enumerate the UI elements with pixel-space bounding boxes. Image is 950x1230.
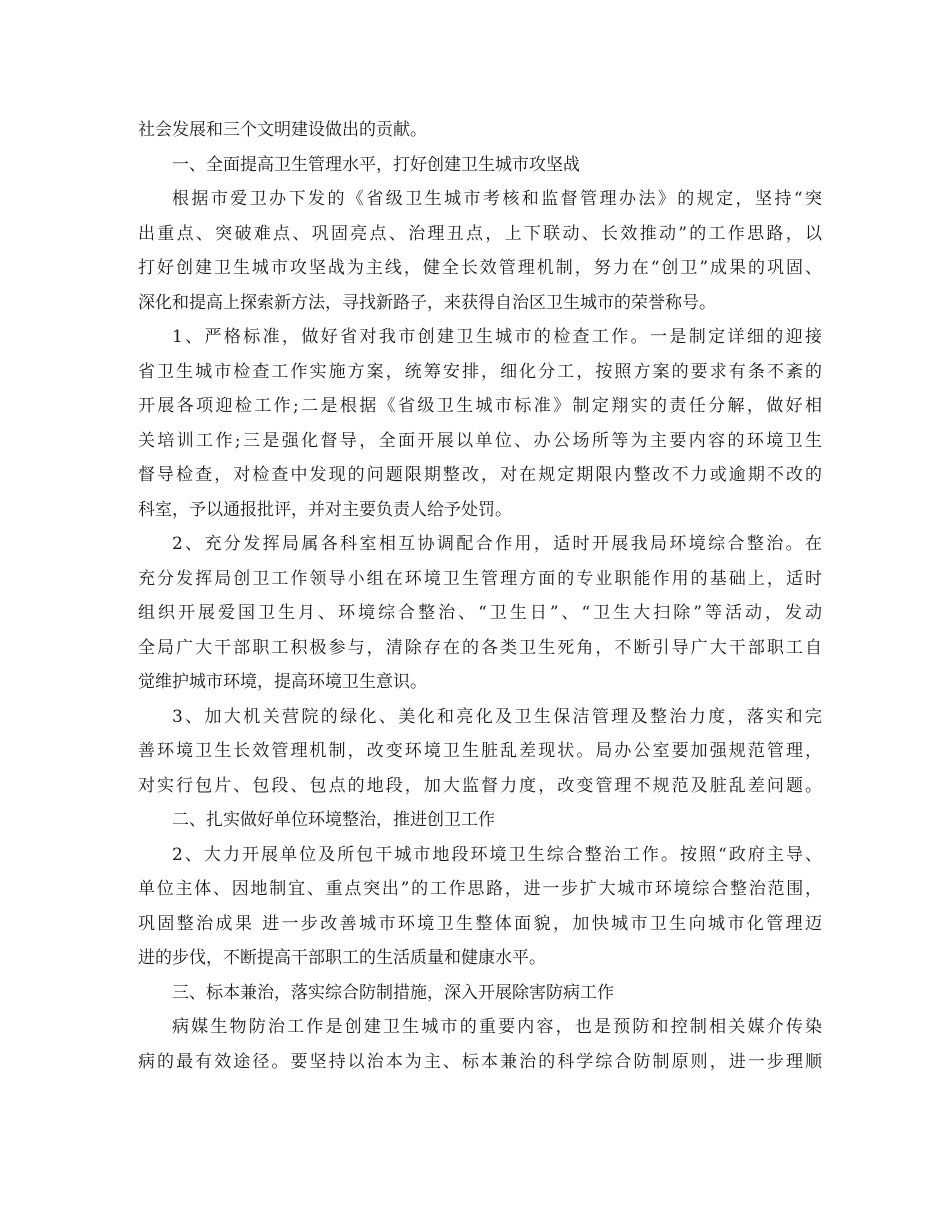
text-line: 一、全面提高卫生管理水平，打好创建卫生城市攻坚战 [172,154,580,175]
text-line: 科室，予以通报批评，并对主要负责人给予处罚。 [138,499,512,520]
text-line: 打好创建卫生城市攻坚战为主线，健全长效管理机制，努力在“创卫”成果的巩固、 [138,258,822,278]
text-line: 督导检查，对检查中发现的问题限期整改，对在规定期限内整改不力或逾期不改的 [138,465,822,485]
text-line: 深化和提高上探索新方法，寻找新路子，来获得自治区卫生城市的荣誉称号。 [138,292,716,313]
text-line: 1、严格标准，做好省对我市创建卫生城市的检查工作。一是制定详细的迎接 [172,327,822,347]
text-line: 三、标本兼治，落实综合防制措施，深入开展除害防病工作 [172,982,614,1003]
text-line: 觉维护城市环境，提高环境卫生意识。 [138,672,427,692]
text-line: 根据市爱卫办下发的《省级卫生城市考核和监督管理办法》的规定，坚持“突 [172,189,822,209]
text-line: 出重点、突破难点、巩固亮点、治理丑点，上下联动、长效推动”的工作思路，以 [138,223,822,244]
text-line: 单位主体、因地制宜、重点突出”的工作思路，进一步扩大城市环境综合整治范围， [138,879,822,899]
text-line: 进的步伐，不断提高干部职工的生活质量和健康水平。 [138,948,546,968]
text-line: 省卫生城市检查工作实施方案，统筹安排，细化分工，按照方案的要求有条不紊的 [138,361,822,382]
text-line: 2、大力开展单位及所包干城市地段环境卫生综合整治工作。按照“政府主导、 [172,844,822,865]
text-line: 病媒生物防治工作是创建卫生城市的重要内容，也是预防和控制相关媒介传染 [172,1017,822,1037]
text-line: 充分发挥局创卫工作领导小组在环境卫生管理方面的专业职能作用的基础上，适时 [138,568,822,589]
text-line: 社会发展和三个文明建设做出的贡献。 [138,120,427,140]
text-line: 3、加大机关营院的绿化、美化和亮化及卫生保洁管理及整治力度，落实和完 [172,706,822,727]
text-line: 2、充分发挥局属各科室相互协调配合作用，适时开展我局环境综合整治。在 [172,534,822,554]
document-body [138,113,822,1079]
text-line: 关培训工作;三是强化督导，全面开展以单位、办公场所等为主要内容的环境卫生 [138,430,822,451]
text-line: 开展各项迎检工作;二是根据《省级卫生城市标准》制定翔实的责任分解，做好相 [138,396,822,416]
text-line: 病的最有效途径。要坚持以治本为主、标本兼治的科学综合防制原则，进一步理顺 [138,1051,822,1072]
text-line: 对实行包片、包段、包点的地段，加大监督力度，改变管理不规范及脏乱差问题。 [138,775,822,796]
text-line: 二、扎实做好单位环境整治，推进创卫工作 [172,810,495,830]
text-line: 全局广大干部职工积极参与，清除存在的各类卫生死角，不断引导广大干部职工自 [138,637,822,658]
text-line: 巩固整治成果 进一步改善城市环境卫生整体面貌，加快城市卫生向城市化管理迈 [138,913,822,934]
text-line: 组织开展爱国卫生月、环境综合整治、“卫生日”、“卫生大扫除”等活动，发动 [138,603,822,623]
text-line: 善环境卫生长效管理机制，改变环境卫生脏乱差现状。局办公室要加强规范管理， [138,741,822,761]
